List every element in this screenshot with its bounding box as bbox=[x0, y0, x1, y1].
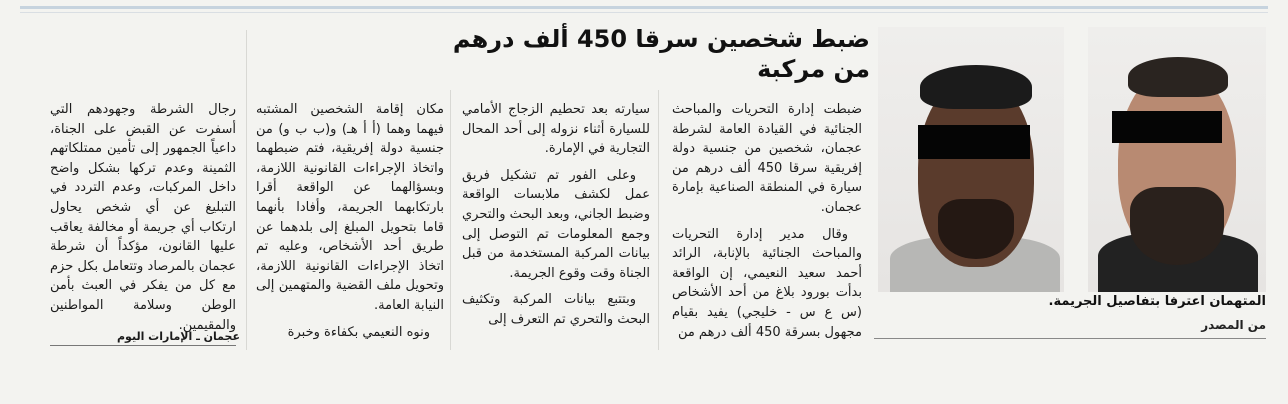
signature-rule bbox=[50, 345, 236, 346]
paragraph: ونوه النعيمي بكفاءة وخبرة bbox=[287, 324, 430, 340]
paragraph: مكان إقامة الشخصين المشتبه فيهما وهما (أ أ هـ) و(ب ب و) من جنسية دولة إفريقية، فتم ضبطهما واتخاذ الإجراءات القانونية اللازمة، وبسؤالهما عن الواقعة أقرا بارتكابهما الجريمة، وأفادا بأنهما قاما بتحويل المبلغ إلى بلدهما عن طريق أحد الأشخاص، وعليه تم اتخاذ الإجراءات القانونية اللازمة، وتحويل ملف القضية والمتهمين إلى النيابة العامة. bbox=[256, 102, 444, 313]
suspect-photo-right bbox=[1088, 27, 1266, 292]
column-divider bbox=[450, 90, 451, 350]
photo-caption: المتهمان اعترفا بتفاصيل الجريمة. bbox=[1048, 294, 1266, 309]
caption-rule bbox=[874, 338, 1266, 339]
paragraph: رجال الشرطة وجهودهم التي أسفرت عن القبض على الجناة، داعياً الجمهور إلى تأمين ممتلكاتهم الثمينة وعدم تركها بشكل واضح داخل المركبات، وعدم التردد في التبليغ عن أي شخص يحاول ارتكاب أي جريمة أو مخالفة يعاقب عليها القانون، مؤكداً أن شرطة عجمان بالمرصاد وتتعامل بكل حزم مع كل من يفكر في العبث بأمن الوطن وسلامة المواطنين والمقيمين. bbox=[50, 102, 236, 333]
top-rule-thin bbox=[20, 12, 1268, 13]
eye-censor-bar bbox=[1112, 111, 1222, 143]
suspect-hair bbox=[920, 65, 1032, 109]
paragraph: ضبطت إدارة التحريات والمباحث الجنائية في القيادة العامة لشرطة عجمان، شخصين من جنسية دولة إفريقية سرقا 450 ألف درهم من سيارة في المنطقة الصناعية بإمارة عجمان. bbox=[672, 102, 862, 215]
suspect-beard bbox=[1130, 187, 1224, 265]
article-column-2 bbox=[462, 100, 650, 337]
suspect-photo-left bbox=[878, 27, 1064, 292]
suspect-beard bbox=[938, 199, 1014, 259]
article-column-3 bbox=[256, 100, 444, 349]
paragraph: وعلى الفور تم تشكيل فريق عمل لكشف ملابسات الواقعة وضبط الجاني، وبعد البحث والتحري وجمع المعلومات تم التوصل إلى بيانات المركبة المستخدمة من قبل الجناة وقت وقوع الجريمة. bbox=[462, 167, 650, 281]
article-headline: ضبط شخصين سرقا 450 ألف درهم من مركبة bbox=[452, 25, 870, 83]
paragraph: وقال مدير إدارة التحريات والمباحث الجنائية بالإنابة، الرائد أحمد سعيد النعيمي، إن الواقعة بدأت بورود بلاغ من أحد الأشخاص (س ع س - خليجي) يفيد بقيام مجهول بسرقة 450 ألف درهم من bbox=[672, 226, 862, 340]
column-divider bbox=[246, 30, 247, 350]
article-column-1 bbox=[672, 100, 862, 349]
suspect-hair bbox=[1128, 57, 1228, 97]
paragraph: وبتتبع بيانات المركبة وتكثيف البحث والتحري تم التعرف إلى bbox=[462, 292, 650, 327]
article-column-4 bbox=[50, 100, 236, 342]
column-divider bbox=[658, 90, 659, 350]
eye-censor-bar bbox=[918, 125, 1030, 159]
paragraph: سيارته بعد تحطيم الزجاج الأمامي للسيارة أثناء نزوله إلى أحد المحال التجارية في الإمارة. bbox=[462, 102, 650, 157]
photo-source: من المصدر bbox=[1201, 318, 1266, 332]
article-signature: عجمان ـ الإمارات اليوم bbox=[117, 330, 240, 343]
top-rule bbox=[20, 6, 1268, 9]
